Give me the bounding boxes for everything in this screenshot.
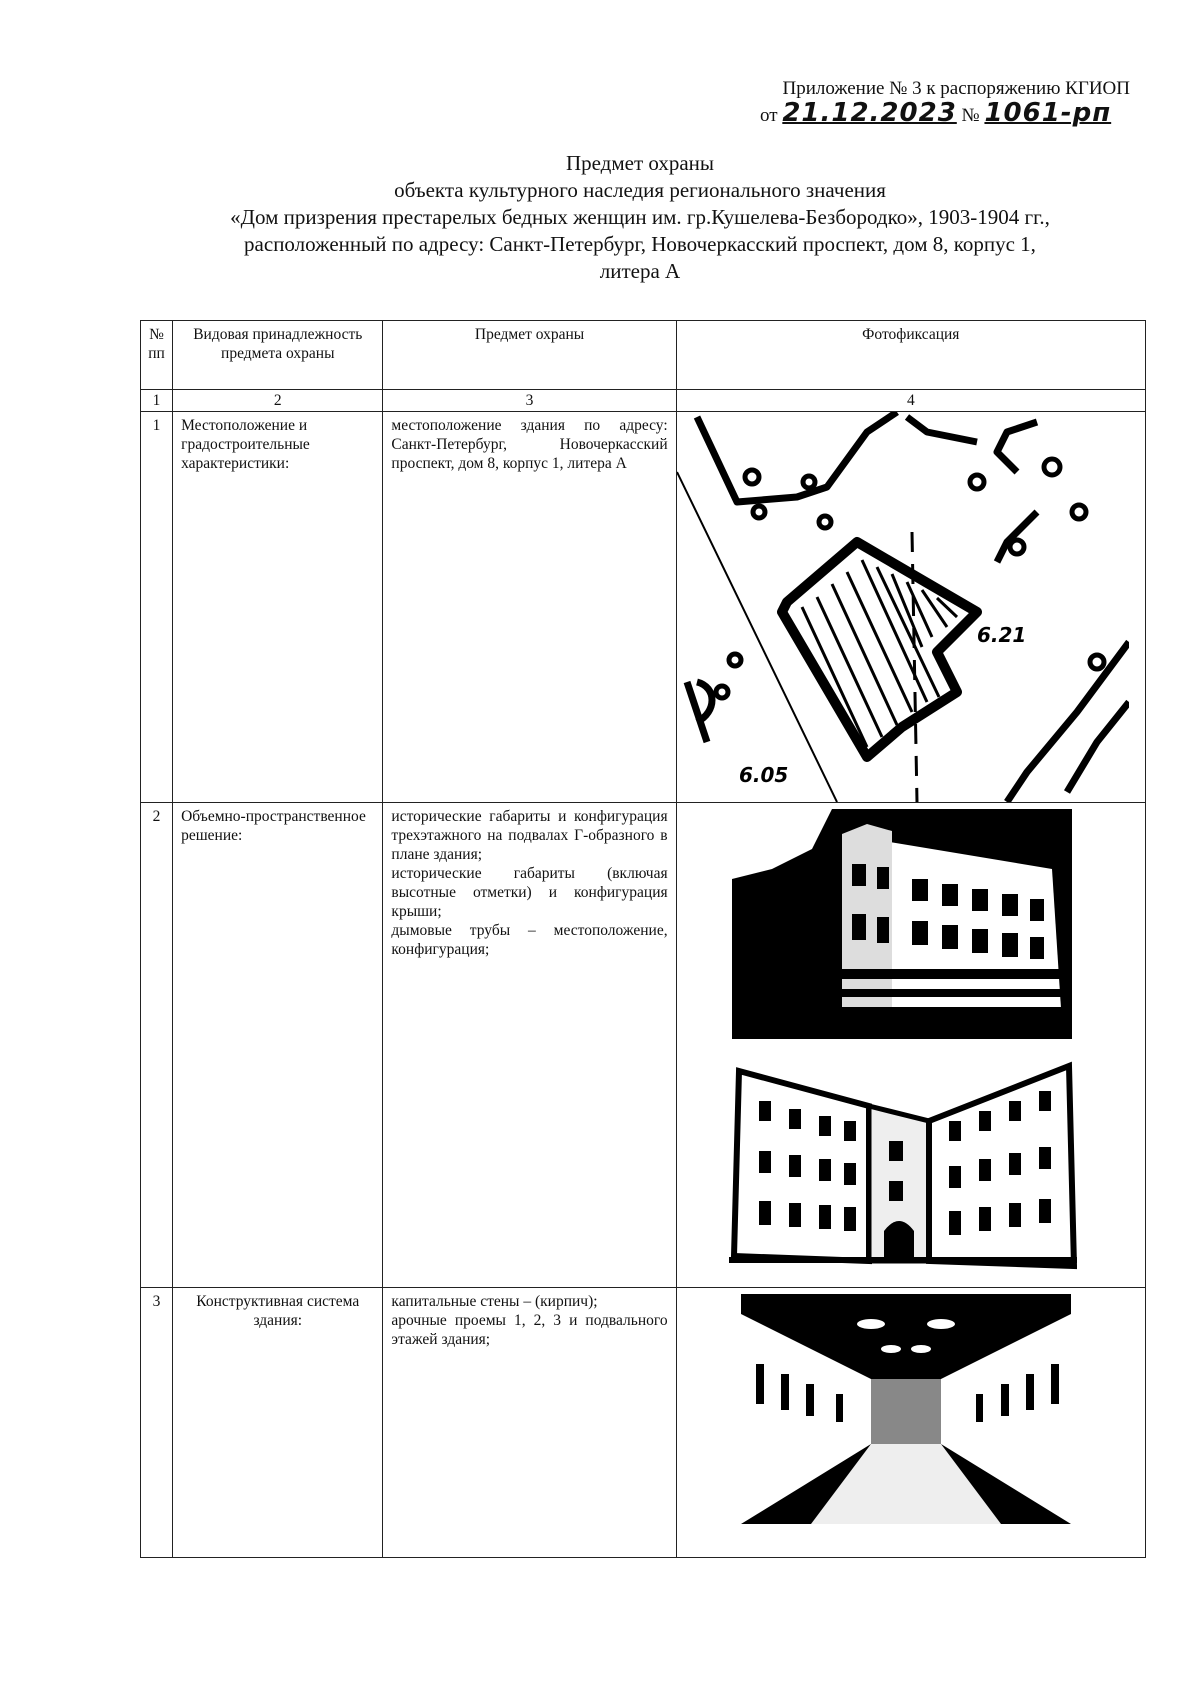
building-courtyard-photo bbox=[729, 1061, 1077, 1271]
subject-item: исторические габариты и конфигурация трехэтажного на подвалах Г-образного в плане здания; bbox=[391, 808, 668, 863]
column-number: 1 bbox=[141, 390, 173, 412]
photo-cell bbox=[676, 1288, 1145, 1558]
protection-subject-table bbox=[140, 320, 1146, 1558]
appendix-reference: Приложение № 3 к распоряжению КГИОП bbox=[782, 78, 1130, 99]
row-subject bbox=[383, 803, 676, 1288]
column-number: 3 bbox=[383, 390, 676, 412]
title-line-5: литера А bbox=[599, 259, 681, 283]
map-cell bbox=[676, 412, 1145, 803]
date-prefix: от bbox=[760, 105, 778, 126]
elevation-label: 6.21 bbox=[976, 623, 1026, 647]
header-photo: Фотофиксация bbox=[676, 321, 1145, 390]
subject-item: капитальные стены – (кирпич); bbox=[391, 1293, 598, 1310]
subject-item: исторические габариты (включая высотные отметки) и конфигурация крыши; bbox=[391, 865, 668, 920]
order-date-number bbox=[760, 98, 1111, 128]
row-type: Объемно-пространственное решение: bbox=[173, 803, 383, 1288]
building-facade-photo bbox=[732, 809, 1072, 1039]
header-type: Видовая принадлежность предмета охраны bbox=[173, 321, 383, 390]
row-number: 3 bbox=[141, 1288, 173, 1558]
order-number: 1061-рп bbox=[984, 98, 1112, 128]
header-number: № пп bbox=[141, 321, 173, 390]
row-subject bbox=[383, 1288, 676, 1558]
title-line-4: расположенный по адресу: Санкт-Петербург, Новочеркасский проспект, дом 8, корпус 1, bbox=[244, 232, 1036, 256]
photo-cell bbox=[676, 803, 1145, 1288]
title-line-1: Предмет охраны bbox=[565, 151, 715, 175]
table-header-row bbox=[141, 321, 1146, 390]
header-subject: Предмет охраны bbox=[383, 321, 676, 390]
number-prefix: № bbox=[961, 105, 980, 126]
subject-item: арочные проемы 1, 2, 3 и подвального этажей здания; bbox=[391, 1312, 668, 1348]
row-number: 1 bbox=[141, 412, 173, 803]
order-date: 21.12.2023 bbox=[782, 98, 957, 128]
row-subject: местоположение здания по адресу: Санкт-Петербург, Новочеркасский проспект, дом 8, корпус 1, литера А bbox=[383, 412, 676, 803]
row-number: 2 bbox=[141, 803, 173, 1288]
table-row bbox=[141, 803, 1146, 1288]
title-line-2: объекта культурного наследия регионального значения bbox=[394, 178, 886, 202]
column-number: 2 bbox=[173, 390, 383, 412]
corridor-photo bbox=[741, 1294, 1071, 1524]
row-type: Местоположение и градостроительные характеристики: bbox=[173, 412, 383, 803]
table-row bbox=[141, 412, 1146, 803]
table-row bbox=[141, 1288, 1146, 1558]
title-line-3: «Дом призрения престарелых бедных женщин им. гр.Кушелева-Безбородко», 1903-1904 гг., bbox=[230, 205, 1050, 229]
elevation-label: 6.05 bbox=[738, 763, 788, 787]
subject-item: дымовые трубы – местоположение, конфигурация; bbox=[391, 922, 668, 958]
column-number-row bbox=[141, 390, 1146, 412]
site-map-image bbox=[677, 412, 1129, 802]
row-type: Конструктивная система здания: bbox=[173, 1288, 383, 1558]
column-number: 4 bbox=[676, 390, 1145, 412]
